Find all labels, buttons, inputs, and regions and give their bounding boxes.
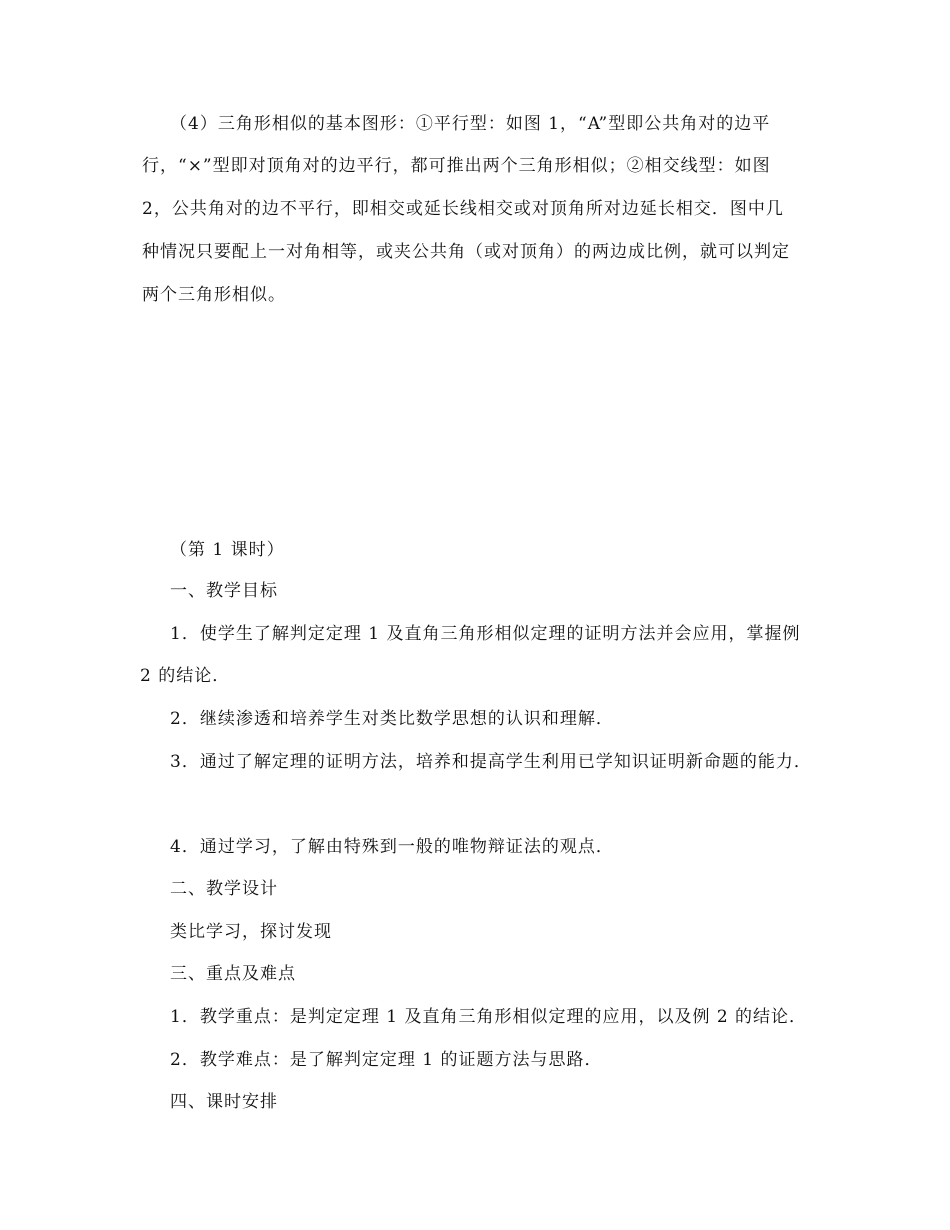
difficult-point-item: 2．教学难点：是了解判定定理 1 的证题方法与思路． — [170, 1050, 603, 1070]
goal-item-4: 4．通过学习，了解由特殊到一般的唯物辩证法的观点． — [170, 837, 614, 857]
intro-line: 行，“×”型即对顶角对的边平行，都可推出两个三角形相似；②相交线型：如图 — [142, 156, 771, 176]
section-heading-design: 二、教学设计 — [170, 879, 278, 899]
design-text: 类比学习，探讨发现 — [170, 922, 332, 942]
section-heading-goals: 一、教学目标 — [170, 581, 278, 601]
intro-line: 两个三角形相似。 — [142, 285, 286, 305]
goal-item-3: 3．通过了解定理的证明方法，培养和提高学生利用已学知识证明新命题的能力． — [170, 752, 812, 772]
section-heading-key-points: 三、重点及难点 — [170, 964, 296, 984]
lesson-period: （第 1 课时） — [170, 540, 285, 560]
key-point-item: 1．教学重点：是判定定理 1 及直角三角形相似定理的应用，以及例 2 的结论． — [170, 1007, 808, 1027]
section-heading-schedule: 四、课时安排 — [170, 1092, 278, 1112]
intro-line: 2，公共角对的边不平行，即相交或延长线相交或对顶角所对边延长相交．图中几 — [142, 199, 784, 219]
intro-line: 种情况只要配上一对角相等，或夹公共角（或对顶角）的两边成比例，就可以判定 — [142, 242, 790, 262]
intro-line: （4）三角形相似的基本图形：①平行型：如图 1，“A”型即公共角对的边平 — [170, 114, 771, 134]
goal-item-1-continuation: 2 的结论． — [140, 666, 231, 686]
goal-item-1: 1．使学生了解判定定理 1 及直角三角形相似定理的证明方法并会应用，掌握例 — [170, 624, 801, 644]
goal-item-2: 2．继续渗透和培养学生对类比数学思想的认识和理解． — [170, 709, 614, 729]
